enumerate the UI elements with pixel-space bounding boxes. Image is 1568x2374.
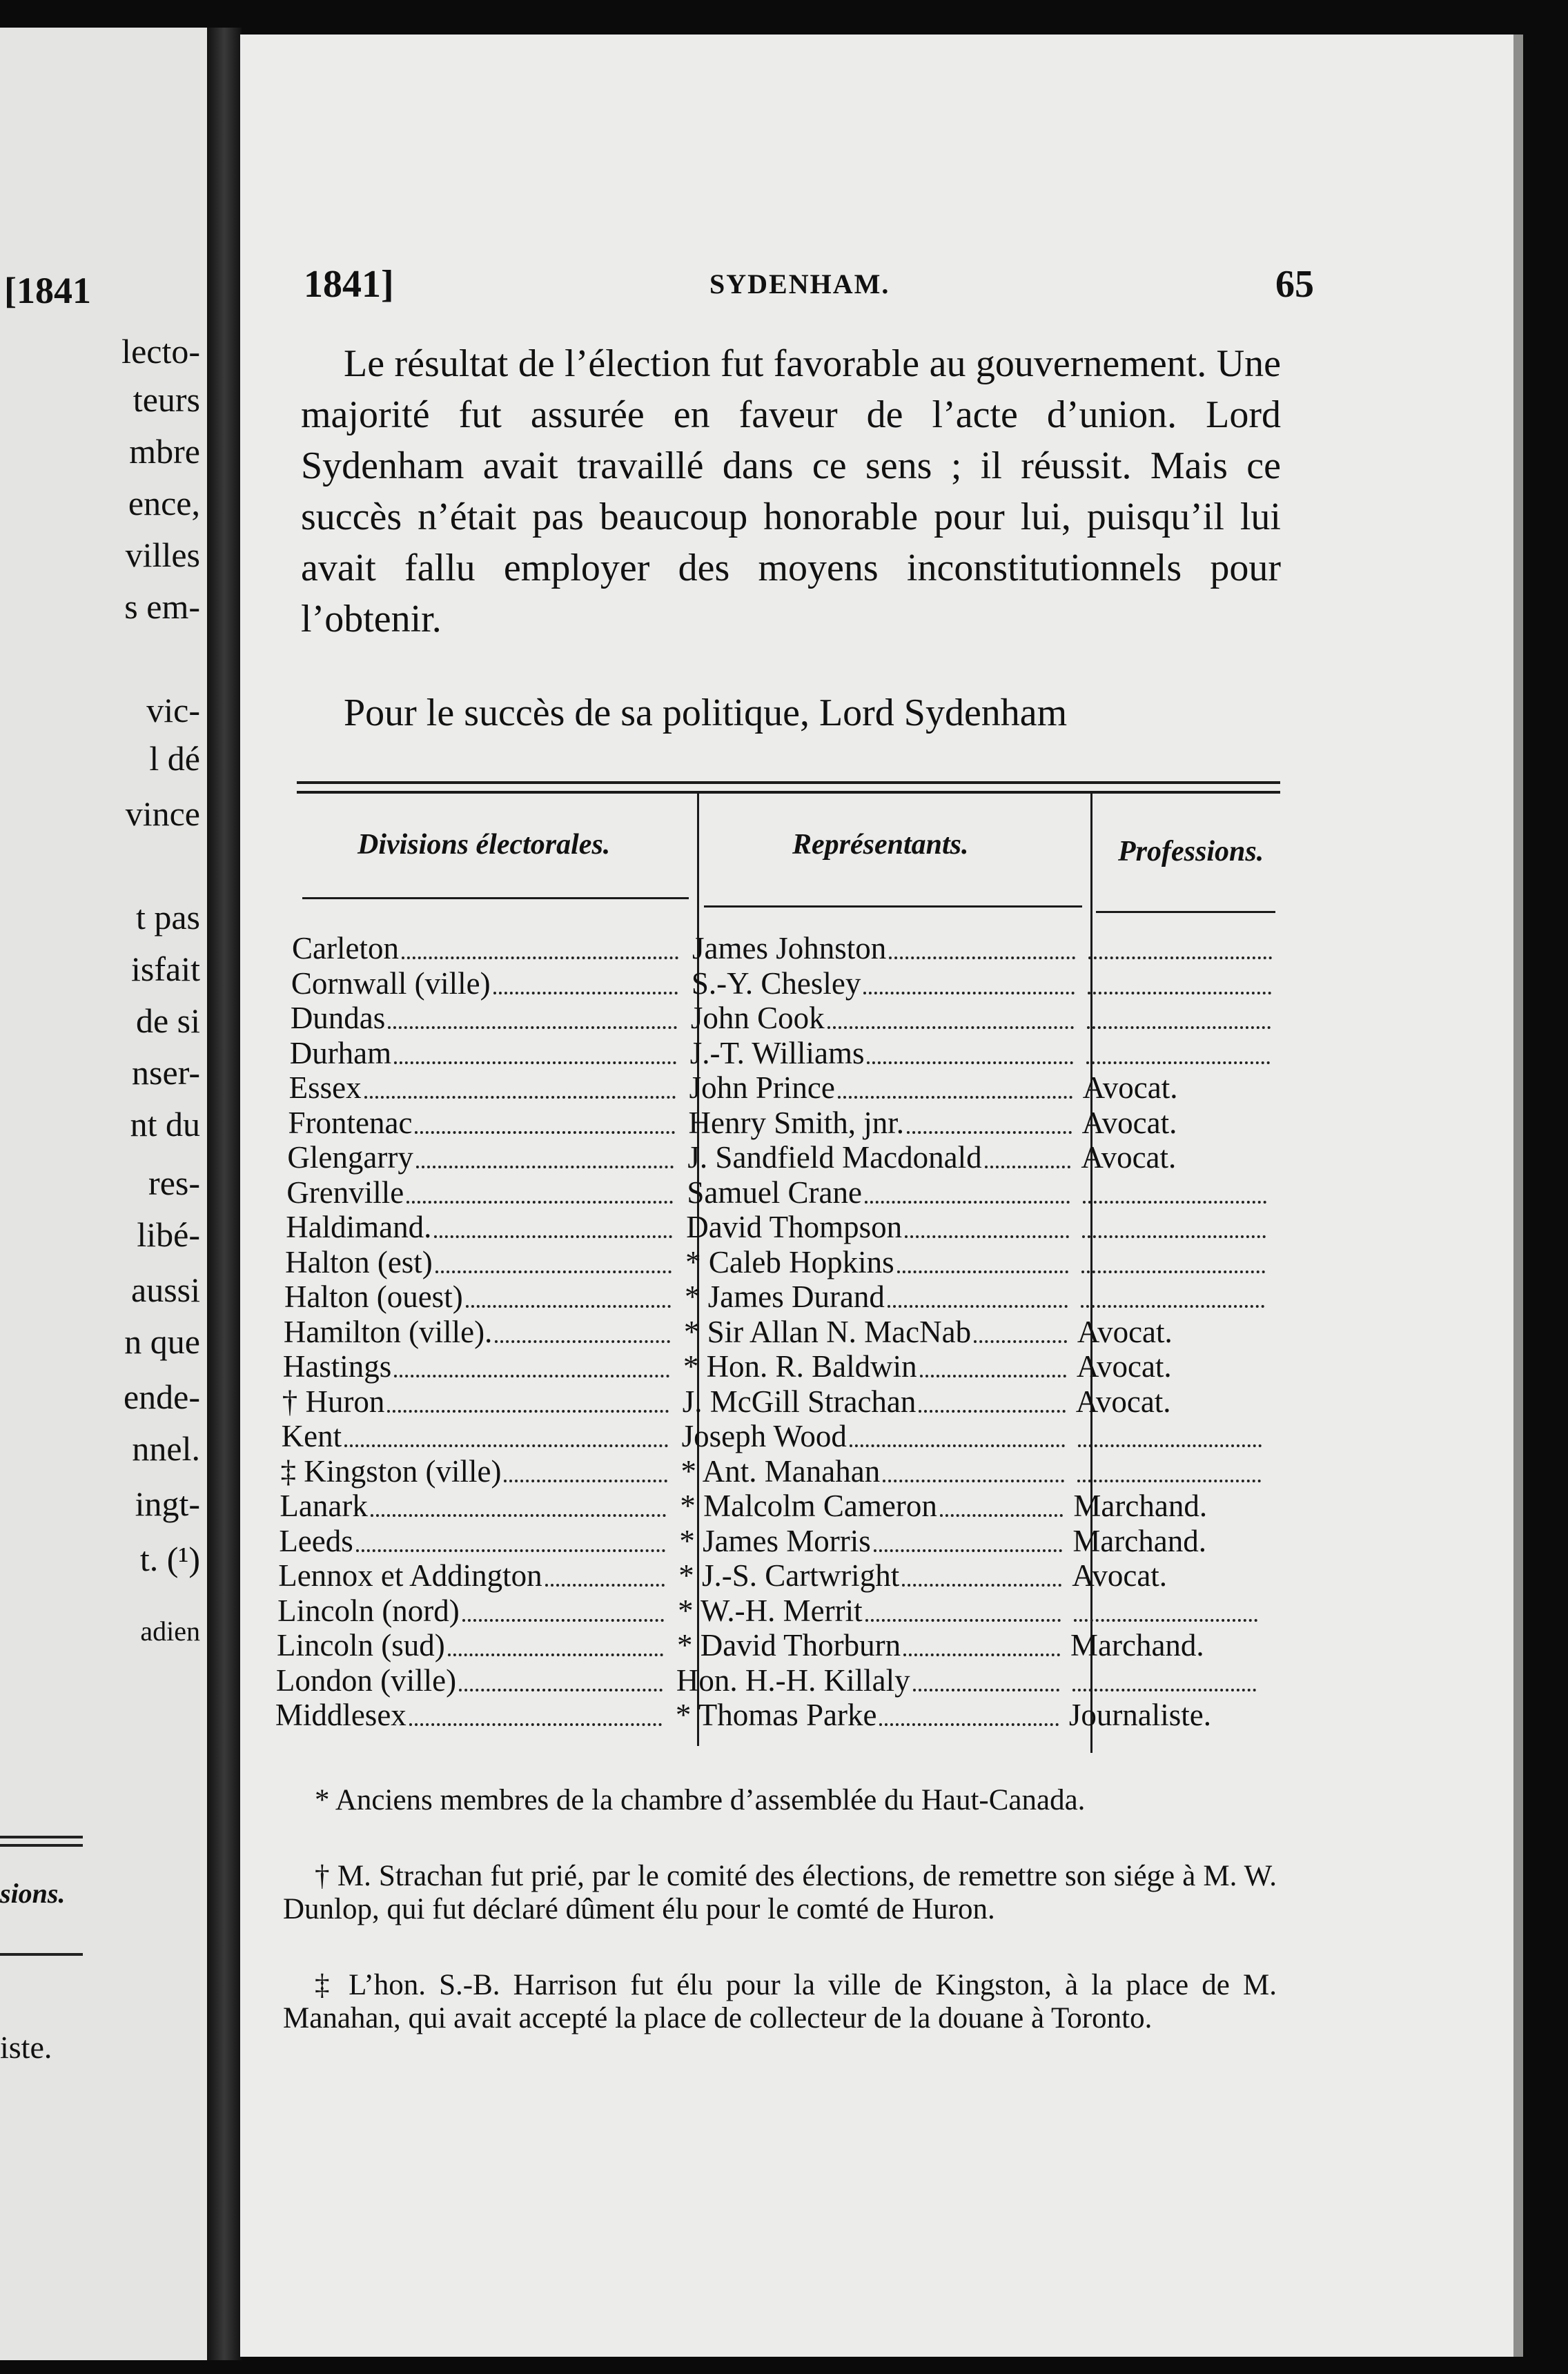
table-row xyxy=(289,1071,1283,1106)
profession-cell xyxy=(1080,1176,1266,1210)
representative-cell-text: J. McGill Strachan xyxy=(682,1384,917,1419)
representative-cell-text: * Ant. Manahan xyxy=(680,1454,881,1489)
dot-leader xyxy=(913,1689,1059,1691)
table-row xyxy=(292,932,1286,966)
representative-cell-text: Henry Smith, jnr. xyxy=(688,1106,904,1140)
dot-leader xyxy=(940,1514,1064,1517)
dot-leader xyxy=(356,1549,666,1552)
representative-cell-text: * David Thorburn xyxy=(677,1629,901,1662)
dot-leader xyxy=(879,1723,1058,1726)
division-cell-text: London (ville) xyxy=(275,1663,457,1698)
dot-leader xyxy=(867,1061,1072,1064)
dot-leader xyxy=(974,1340,1067,1343)
dot-leader xyxy=(1072,1689,1256,1691)
representative-cell-text: * Sir Allan N. MacNab xyxy=(683,1315,972,1349)
table-row xyxy=(280,1489,1273,1524)
division-cell xyxy=(275,1698,662,1733)
dot-leader xyxy=(907,1131,1072,1134)
dot-leader xyxy=(889,957,1075,959)
division-cell xyxy=(286,1176,673,1210)
paragraph-text: Pour le succès de sa politique, Lord Sydenham xyxy=(344,691,1068,734)
profession-cell-text: Avocat. xyxy=(1075,1384,1171,1419)
paragraph-text: Le résultat de l’élection fut favorable au gouvernement. Une majorité fut assurée en faveur de l’acte d’union. Lord Sydenham avait travaillé dans ce sens ; il réussit. Mais ce succès n’était pas beaucoup honorable pour lui, puisqu’il lui avait fallu employer des moyens inconstitutionnels pour l’obtenir. xyxy=(301,342,1281,640)
table-row xyxy=(290,1037,1284,1071)
previous-page-line-ending: libé- xyxy=(137,1215,200,1254)
profession-cell xyxy=(1070,1629,1257,1663)
dot-leader xyxy=(387,1410,668,1413)
previous-page-header: [1841 xyxy=(4,270,91,311)
representative-cell xyxy=(687,1176,1070,1210)
dot-leader xyxy=(394,1061,676,1064)
profession-cell xyxy=(1073,1489,1260,1524)
representative-cell xyxy=(676,1698,1059,1733)
representative-cell xyxy=(689,1071,1072,1106)
representative-cell-text: S.-Y. Chesley xyxy=(691,966,861,1001)
representative-cell-text: Joseph Wood xyxy=(681,1420,847,1453)
dot-leader xyxy=(1086,1061,1270,1064)
previous-page-edge xyxy=(0,28,211,2360)
division-cell-text: Hastings xyxy=(282,1350,392,1384)
division-cell xyxy=(277,1629,663,1663)
previous-page-line-ending: nser- xyxy=(132,1053,200,1092)
previous-page-table-header: sions. xyxy=(0,1878,66,1909)
table-row xyxy=(281,1455,1275,1489)
representative-cell xyxy=(690,1037,1073,1071)
dot-leader xyxy=(865,1619,1061,1622)
dot-leader xyxy=(1088,957,1272,959)
dot-leader xyxy=(416,1166,674,1168)
representative-cell xyxy=(679,1524,1062,1559)
body-paragraph xyxy=(301,338,1281,645)
dot-leader xyxy=(985,1166,1071,1168)
dot-leader xyxy=(462,1619,664,1622)
representative-cell xyxy=(685,1246,1068,1280)
previous-page-line-ending: aussi xyxy=(131,1271,200,1309)
representative-cell-text: * Caleb Hopkins xyxy=(685,1245,894,1279)
profession-cell xyxy=(1083,1071,1269,1106)
division-cell-text: Haldimand. xyxy=(286,1210,432,1244)
column-header-representatives: Représentants. xyxy=(792,829,969,861)
profession-cell xyxy=(1086,932,1272,966)
representative-cell-text: * James Morris xyxy=(679,1524,871,1558)
previous-page-line-ending: mbre xyxy=(129,432,200,471)
previous-page-line-ending: villes xyxy=(125,536,200,574)
footnote xyxy=(283,1969,1277,2035)
previous-page-line-ending: ende- xyxy=(123,1377,200,1416)
table-row xyxy=(285,1246,1279,1280)
division-cell-text: Halton (ouest) xyxy=(284,1280,463,1314)
dot-leader xyxy=(902,1584,1061,1587)
dot-leader xyxy=(1081,1271,1265,1273)
representative-cell xyxy=(683,1385,1066,1420)
division-cell xyxy=(291,1001,677,1036)
dot-leader xyxy=(409,1723,662,1726)
dot-leader xyxy=(493,992,678,994)
profession-cell-text: Avocat. xyxy=(1082,1071,1178,1105)
division-cell-text: Middlesex xyxy=(275,1698,406,1732)
table-row xyxy=(288,1106,1282,1141)
previous-page-line-ending: n que xyxy=(124,1322,200,1361)
previous-page-line-ending: l dé xyxy=(149,739,200,778)
previous-page-last-fragment: iste. xyxy=(0,2030,52,2065)
footnote xyxy=(283,1784,1277,1817)
previous-page-line-ending: s em- xyxy=(124,587,200,626)
representative-cell xyxy=(687,1141,1070,1175)
previous-page-line-ending: isfait xyxy=(131,950,200,988)
dot-leader xyxy=(903,1654,1060,1656)
table-row xyxy=(286,1210,1280,1245)
previous-page-line-ending: nnel. xyxy=(132,1429,200,1468)
representative-cell-text: James Johnston xyxy=(692,932,887,965)
profession-cell-text: Avocat. xyxy=(1072,1559,1168,1593)
division-cell xyxy=(277,1594,664,1629)
division-cell-text: Dundas xyxy=(290,1001,386,1035)
footnote xyxy=(283,1860,1277,1926)
dot-leader xyxy=(919,1410,1065,1413)
dot-leader xyxy=(545,1584,665,1587)
dot-leader xyxy=(394,1375,669,1377)
division-cell-text: Durham xyxy=(289,1036,392,1070)
table-row xyxy=(277,1629,1271,1663)
table-body xyxy=(275,932,1286,1760)
dot-leader xyxy=(406,1201,673,1204)
representative-cell-text: John Prince xyxy=(689,1071,835,1105)
representative-cell xyxy=(689,1106,1072,1141)
dot-leader xyxy=(863,992,1075,994)
table-row xyxy=(282,1385,1276,1420)
column-header-divisions: Divisions électorales. xyxy=(357,829,611,861)
representative-cell xyxy=(691,1001,1074,1036)
division-cell xyxy=(284,1315,670,1350)
division-cell xyxy=(292,932,678,966)
division-cell xyxy=(290,1037,676,1071)
profession-cell xyxy=(1078,1280,1264,1315)
table-row xyxy=(278,1559,1272,1593)
representative-cell-text: * Malcolm Cameron xyxy=(680,1489,937,1523)
division-cell xyxy=(279,1524,665,1559)
dot-leader xyxy=(402,957,678,959)
dot-leader xyxy=(435,1271,672,1273)
representative-cell-text: David Thompson xyxy=(686,1210,903,1244)
profession-cell xyxy=(1075,1420,1262,1454)
page-number: 65 xyxy=(1275,263,1314,306)
representative-cell-text: J. Sandfield Macdonald xyxy=(687,1141,982,1175)
representative-cell xyxy=(678,1594,1061,1629)
dot-leader xyxy=(905,1235,1069,1238)
table-top-rule xyxy=(297,791,1280,794)
division-cell-text: Cornwall (ville) xyxy=(291,966,491,1001)
dot-leader xyxy=(495,1340,670,1343)
dot-leader xyxy=(1088,992,1271,994)
previous-page-line-ending: adien xyxy=(140,1616,200,1647)
dot-leader xyxy=(448,1654,663,1656)
profession-cell-text: Journaliste. xyxy=(1068,1698,1212,1732)
dot-leader xyxy=(850,1444,1065,1447)
table-row xyxy=(284,1280,1278,1315)
representative-cell-text: J.-T. Williams xyxy=(689,1036,865,1070)
dot-leader xyxy=(1077,1480,1261,1482)
profession-cell xyxy=(1084,1001,1271,1036)
profession-cell xyxy=(1077,1350,1263,1384)
dot-leader xyxy=(466,1305,671,1308)
dot-leader xyxy=(504,1480,667,1482)
division-cell xyxy=(287,1141,674,1175)
previous-page-line-ending: t pas xyxy=(135,898,200,936)
profession-cell xyxy=(1075,1455,1261,1489)
profession-cell-text: Marchand. xyxy=(1072,1524,1206,1558)
previous-page-line-ending: t. (¹) xyxy=(139,1540,200,1578)
table-row xyxy=(275,1698,1269,1733)
previous-page-line-ending: vince xyxy=(125,794,200,833)
dot-leader xyxy=(371,1514,667,1517)
dot-leader xyxy=(883,1480,1064,1482)
dot-leader xyxy=(827,1026,1074,1029)
division-cell-text: Carleton xyxy=(292,932,399,965)
division-cell-text: Lincoln (sud) xyxy=(277,1629,445,1662)
division-cell-text: Lincoln (nord) xyxy=(277,1593,460,1628)
representative-cell xyxy=(676,1664,1059,1698)
footnote-text: † M. Strachan fut prié, par le comité des élections, de remettre son siége à M. W. Dunlop, qui fut déclaré dûment élu pour le comté de Huron. xyxy=(283,1860,1277,1925)
dot-leader xyxy=(1081,1305,1264,1308)
division-cell xyxy=(289,1071,676,1106)
profession-cell xyxy=(1070,1664,1256,1698)
dot-leader xyxy=(415,1131,674,1134)
division-cell-text: Frontenac xyxy=(288,1106,413,1140)
division-cell xyxy=(291,967,678,1001)
representative-cell-text: John Cook xyxy=(690,1001,825,1035)
book-gutter xyxy=(207,28,242,2360)
division-cell-text: Lennox et Addington xyxy=(278,1559,542,1593)
previous-page-line-ending: ence, xyxy=(128,484,200,522)
profession-cell-text: Avocat. xyxy=(1081,1106,1177,1140)
profession-cell-text: Avocat. xyxy=(1076,1350,1172,1384)
dot-leader xyxy=(1083,1201,1266,1204)
representative-cell xyxy=(692,967,1075,1001)
representative-cell xyxy=(680,1489,1063,1524)
book-page xyxy=(240,35,1523,2357)
representative-cell xyxy=(678,1559,1061,1593)
representative-cell xyxy=(684,1315,1067,1350)
dot-leader xyxy=(838,1096,1072,1099)
table-row xyxy=(277,1594,1271,1629)
representative-cell xyxy=(692,932,1075,966)
division-cell-text: Essex xyxy=(288,1071,362,1105)
division-cell-text: Halton (est) xyxy=(285,1245,433,1279)
profession-cell xyxy=(1069,1698,1255,1733)
table-header-rule xyxy=(704,905,1082,908)
representative-cell-text: Hon. H.-H. Killaly xyxy=(676,1663,910,1698)
profession-cell xyxy=(1085,967,1271,1001)
division-cell xyxy=(281,1455,667,1489)
profession-cell-text: Marchand. xyxy=(1070,1629,1204,1662)
representative-cell xyxy=(683,1350,1066,1384)
dot-leader xyxy=(865,1201,1070,1204)
representative-cell-text: * J.-S. Cartwright xyxy=(678,1559,900,1593)
footnote-text: ‡ L’hon. S.-B. Harrison fut élu pour la ville de Kingston, à la place de M. Manahan, qui avait accepté la place de collecteur de la douane à Toronto. xyxy=(283,1969,1277,2034)
division-cell xyxy=(278,1559,665,1593)
dot-leader xyxy=(459,1689,663,1691)
previous-page-rule xyxy=(0,1844,83,1847)
representative-cell-text: * James Durand xyxy=(685,1280,885,1314)
table-row xyxy=(286,1176,1280,1210)
division-cell-text: Hamilton (ville). xyxy=(283,1315,493,1349)
previous-page-line-ending: res- xyxy=(148,1164,200,1202)
representative-cell-text: * Hon. R. Baldwin xyxy=(683,1350,917,1384)
profession-cell xyxy=(1084,1037,1270,1071)
table-header-rule xyxy=(302,897,689,899)
division-cell xyxy=(288,1106,675,1141)
profession-cell xyxy=(1077,1315,1264,1350)
representative-cell xyxy=(686,1210,1069,1245)
table-row xyxy=(287,1141,1281,1175)
previous-page-line-ending: ingt- xyxy=(135,1484,200,1523)
table-row xyxy=(276,1664,1270,1698)
profession-cell xyxy=(1079,1210,1266,1245)
previous-page-line-ending: de si xyxy=(135,1001,200,1040)
previous-page-line-ending: vic- xyxy=(146,691,200,729)
dot-leader xyxy=(434,1235,672,1238)
previous-page-rule xyxy=(0,1836,83,1838)
profession-cell xyxy=(1072,1524,1259,1559)
table-row xyxy=(291,1001,1284,1036)
profession-cell xyxy=(1072,1559,1258,1593)
division-cell-text: Glengarry xyxy=(287,1141,413,1175)
representative-cell-text: * Thomas Parke xyxy=(675,1698,877,1732)
division-cell xyxy=(284,1280,671,1315)
dot-leader xyxy=(1078,1444,1262,1447)
dot-leader xyxy=(897,1271,1069,1273)
profession-cell xyxy=(1071,1594,1257,1629)
footnote-text: * Anciens membres de la chambre d’assemblée du Haut-Canada. xyxy=(315,1784,1086,1816)
previous-page-rule xyxy=(0,1953,83,1956)
dot-leader xyxy=(1074,1619,1257,1622)
profession-cell xyxy=(1076,1385,1262,1420)
representative-cell-text: Samuel Crane xyxy=(687,1175,862,1210)
previous-page-line-ending: lecto- xyxy=(121,332,200,371)
body-paragraph xyxy=(301,687,1281,738)
division-cell xyxy=(285,1246,672,1280)
profession-cell xyxy=(1081,1141,1267,1175)
dot-leader xyxy=(888,1305,1068,1308)
running-head-title: SYDENHAM. xyxy=(709,268,890,300)
table-row xyxy=(283,1350,1277,1384)
profession-cell xyxy=(1079,1246,1265,1280)
dot-leader xyxy=(874,1549,1063,1552)
representative-cell xyxy=(682,1420,1065,1454)
dot-leader xyxy=(1082,1235,1266,1238)
division-cell xyxy=(283,1350,669,1384)
division-cell xyxy=(286,1210,672,1245)
dot-leader xyxy=(920,1375,1066,1377)
dot-leader xyxy=(388,1026,677,1029)
running-head-year: 1841] xyxy=(304,263,394,306)
column-header-professions: Professions. xyxy=(1118,836,1264,867)
division-cell xyxy=(280,1489,666,1524)
division-cell-text: Kent xyxy=(281,1420,342,1453)
division-cell xyxy=(276,1664,663,1698)
representative-cell-text: * W.-H. Merrit xyxy=(678,1593,863,1628)
division-cell-text: Lanark xyxy=(280,1489,368,1523)
division-cell-text: Grenville xyxy=(286,1175,404,1210)
representative-cell xyxy=(685,1280,1068,1315)
division-cell-text: Leeds xyxy=(279,1524,353,1558)
dot-leader xyxy=(1087,1026,1271,1029)
profession-cell-text: Marchand. xyxy=(1073,1489,1208,1523)
table-row xyxy=(284,1315,1277,1350)
profession-cell xyxy=(1082,1106,1268,1141)
table-row xyxy=(291,967,1285,1001)
division-cell xyxy=(282,1385,669,1420)
table-row xyxy=(282,1420,1275,1454)
representative-cell xyxy=(677,1629,1060,1663)
table-row xyxy=(279,1524,1273,1559)
profession-cell-text: Avocat. xyxy=(1077,1315,1173,1349)
table-header-rule xyxy=(1096,911,1275,913)
division-cell xyxy=(282,1420,668,1454)
previous-page-line-ending: nt du xyxy=(130,1105,200,1144)
previous-page-line-ending: teurs xyxy=(133,380,200,419)
division-cell-text: ‡ Kingston (ville) xyxy=(280,1454,502,1489)
table-top-rule xyxy=(297,781,1280,784)
dot-leader xyxy=(364,1096,676,1099)
division-cell-text: † Huron xyxy=(282,1384,385,1419)
dot-leader xyxy=(344,1444,668,1447)
representative-cell xyxy=(681,1455,1064,1489)
profession-cell-text: Avocat. xyxy=(1081,1141,1177,1175)
